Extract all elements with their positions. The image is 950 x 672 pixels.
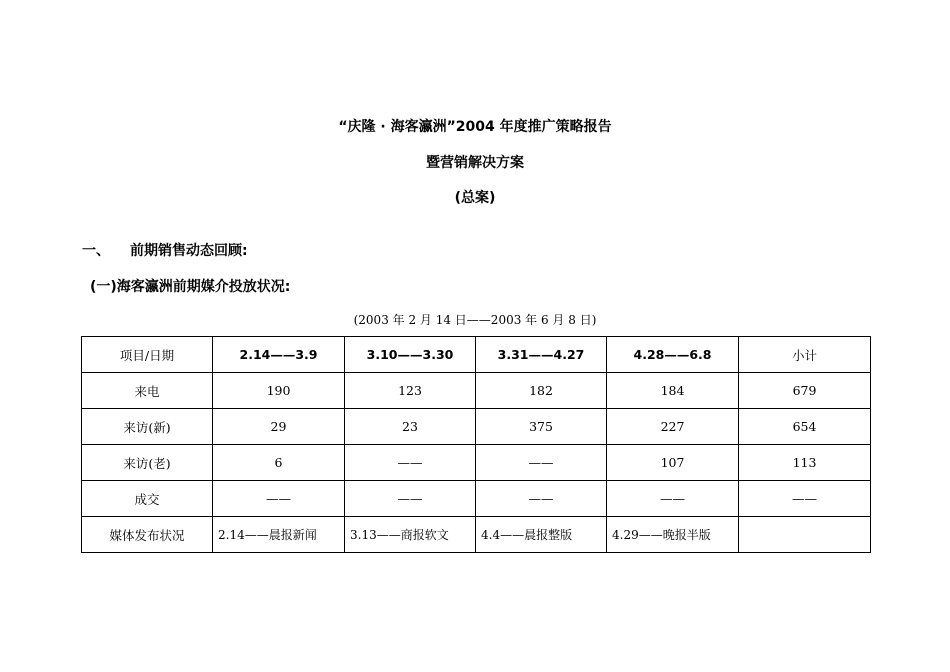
table-cell: —— [739, 481, 871, 517]
table-cell: 4.4——晨报整版 [476, 517, 607, 553]
header-cell: 2.14——3.9 [213, 337, 345, 373]
subsection-heading: (一)海客瀛洲前期媒介投放状况: [90, 279, 291, 295]
table-cell: 654 [739, 409, 871, 445]
row-label: 来电 [82, 373, 213, 409]
table-cell: 123 [345, 373, 476, 409]
table-cell: 2.14——晨报新闻 [213, 517, 345, 553]
period-caption: (2003 年 2 月 14 日——2003 年 6 月 8 日) [353, 313, 597, 327]
table-cell: 6 [213, 445, 345, 481]
report-tag: (总案) [454, 190, 496, 206]
table-cell: 3.13——商报软文 [345, 517, 476, 553]
table-cell: 679 [739, 373, 871, 409]
table-cell: 375 [476, 409, 607, 445]
header-cell: 项目/日期 [82, 337, 213, 373]
report-title: “庆隆 · 海客瀛洲”2004 年度推广策略报告 [338, 119, 612, 135]
table-cell: —— [476, 445, 607, 481]
row-label: 成交 [82, 481, 213, 517]
table-row [82, 481, 871, 517]
row-label: 来访(新) [82, 409, 213, 445]
table-cell: —— [213, 481, 345, 517]
table-cell: 4.29——晚报半版 [607, 517, 739, 553]
row-label: 来访(老) [82, 445, 213, 481]
table-cell [739, 517, 871, 553]
table-cell: 190 [213, 373, 345, 409]
table-row [82, 517, 871, 553]
table-cell: 113 [739, 445, 871, 481]
row-label: 媒体发布状况 [82, 517, 213, 553]
table-row [82, 445, 871, 481]
table-header-row [82, 337, 871, 373]
table-cell: 29 [213, 409, 345, 445]
section-heading: 前期销售动态回顾: [130, 243, 248, 259]
header-cell: 4.28——6.8 [607, 337, 739, 373]
media-placement-table [81, 336, 871, 553]
section-number: 一、 [82, 243, 110, 259]
table-cell: —— [345, 481, 476, 517]
table-cell: 227 [607, 409, 739, 445]
table-cell: —— [607, 481, 739, 517]
report-subtitle: 暨营销解决方案 [426, 155, 524, 171]
header-cell: 3.10——3.30 [345, 337, 476, 373]
table-cell: —— [345, 445, 476, 481]
table-cell: 182 [476, 373, 607, 409]
table-row [82, 409, 871, 445]
table-row [82, 373, 871, 409]
table-cell: 23 [345, 409, 476, 445]
table-cell: 107 [607, 445, 739, 481]
header-cell: 小计 [739, 337, 871, 373]
table-cell: —— [476, 481, 607, 517]
table-cell: 184 [607, 373, 739, 409]
header-cell: 3.31——4.27 [476, 337, 607, 373]
